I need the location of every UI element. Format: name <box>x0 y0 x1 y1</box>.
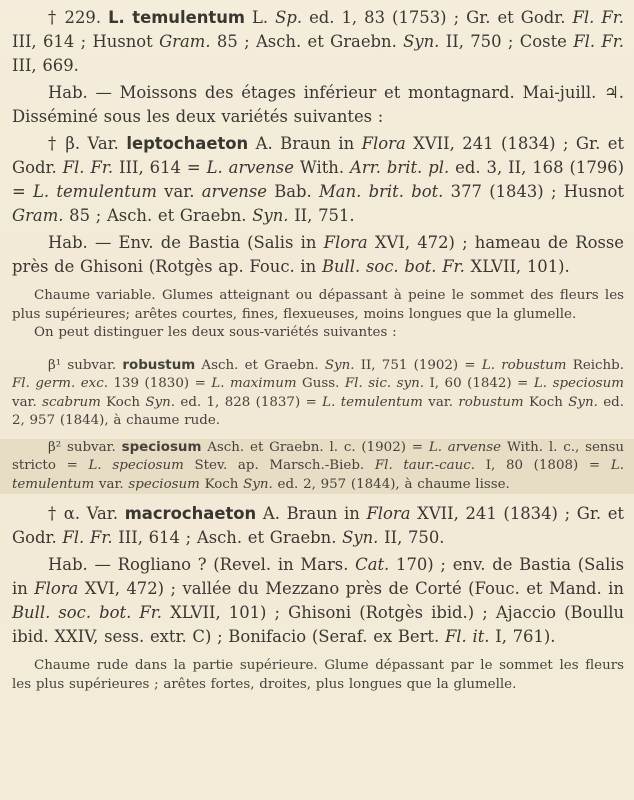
variety-entry-leptochaeton: † β. Var. leptochaeton A. Braun in Flora XVII, 241 (1834) ; Gr. et Godr. Fl. Fr. III, 614 = L. arvense With. Arr. brit. pl. ed. 3, II, 168 (1796) = L. temulentum var. arvense Bab. Man. brit. bot. 377 (1843) ; Husnot Gram. 85 ; Asch. et Graebn. Syn. II, 751. <box>12 134 625 225</box>
species-entry-temulentum: † 229. L. temulentum L. Sp. ed. 1, 83 (1753) ; Gr. et Godr. Fl. Fr. III, 614 ; Husnot Gram. 85 ; Asch. et Graebn. Syn. II, 750 ; Coste Fl. Fr. III, 669. <box>12 8 625 75</box>
variety-habitat-macrochaeton: Hab. — Rogliano ? (Revel. in Mars. Cat. 170) ; env. de Bastia (Salis in Flora XVI, 472) ; vallée du Mezzano près de Corté (Fouc. et Mand. in Bull. soc. bot. Fr. XLVII, 101) ; Ghisoni (Rotgès ibid.) ; Ajaccio (Boullu ibid. XXIV, sess. extr. C) ; Bonifacio (Seraf. ex Bert. Fl. it. I, 761). <box>12 555 624 646</box>
species-habitat: Hab. — Moissons des étages inférieur et montagnard. Mai-juill. ♃. Disséminé sous les deux variétés suivantes : <box>12 83 624 126</box>
species-name: L. temulentum <box>108 8 245 27</box>
subvariety-name: robustum <box>122 357 196 373</box>
variety-description-leptochaeton: Chaume variable. Glumes atteignant ou dépassant à peine le sommet des fleurs les plus supérieures; arêtes courtes, fines, flexueuses, moins longues que la glumelle. <box>12 288 624 322</box>
subvariety-name: speciosum <box>121 439 202 455</box>
subvarieties-intro: On peut distinguer les deux sous-variétés suivantes : <box>34 325 397 340</box>
variety-description-macrochaeton: Chaume rude dans la partie supérieure. Glume dépassant par le sommet les fleurs les plus supérieures ; arêtes fortes, droites, plus longues que la glumelle. <box>12 658 624 692</box>
subvariety-entry-robustum: β¹ subvar. robustum Asch. et Graebn. Syn. II, 751 (1902) = L. robustum Reichb. Fl. germ. exc. 139 (1830) = L. maximum Guss. Fl. sic. syn. I, 60 (1842) = L. speciosum var. scabrum Koch Syn. ed. 1, 828 (1837) = L. temulentum var. robustum Koch Syn. ed. 2, 957 (1844), à chaume rude. <box>12 357 624 428</box>
variety-habitat-leptochaeton: Hab. — Env. de Bastia (Salis in Flora XVI, 472) ; hameau de Rosse près de Ghisoni (Rotgès ap. Fouc. in Bull. soc. bot. Fr. XLVII, 101). <box>12 233 624 276</box>
variety-name: leptochaeton <box>126 134 249 153</box>
variety-entry-macrochaeton: † α. Var. macrochaeton A. Braun in Flora XVII, 241 (1834) ; Gr. et Godr. Fl. Fr. III, 614 ; Asch. et Graebn. Syn. II, 750. <box>12 504 625 547</box>
subvariety-speciosum-band <box>0 439 634 495</box>
variety-name: macrochaeton <box>124 504 257 523</box>
subvariety-entry-speciosum: β² subvar. speciosum Asch. et Graebn. l. c. (1902) = L. arvense With. l. c., sensu stricto = L. speciosum Stev. ap. Marsch.-Bieb. Fl. taur.-cauc. I, 80 (1808) = L. temulentum var. speciosum Koch Syn. ed. 2, 957 (1844), à chaume lisse. <box>12 439 624 492</box>
